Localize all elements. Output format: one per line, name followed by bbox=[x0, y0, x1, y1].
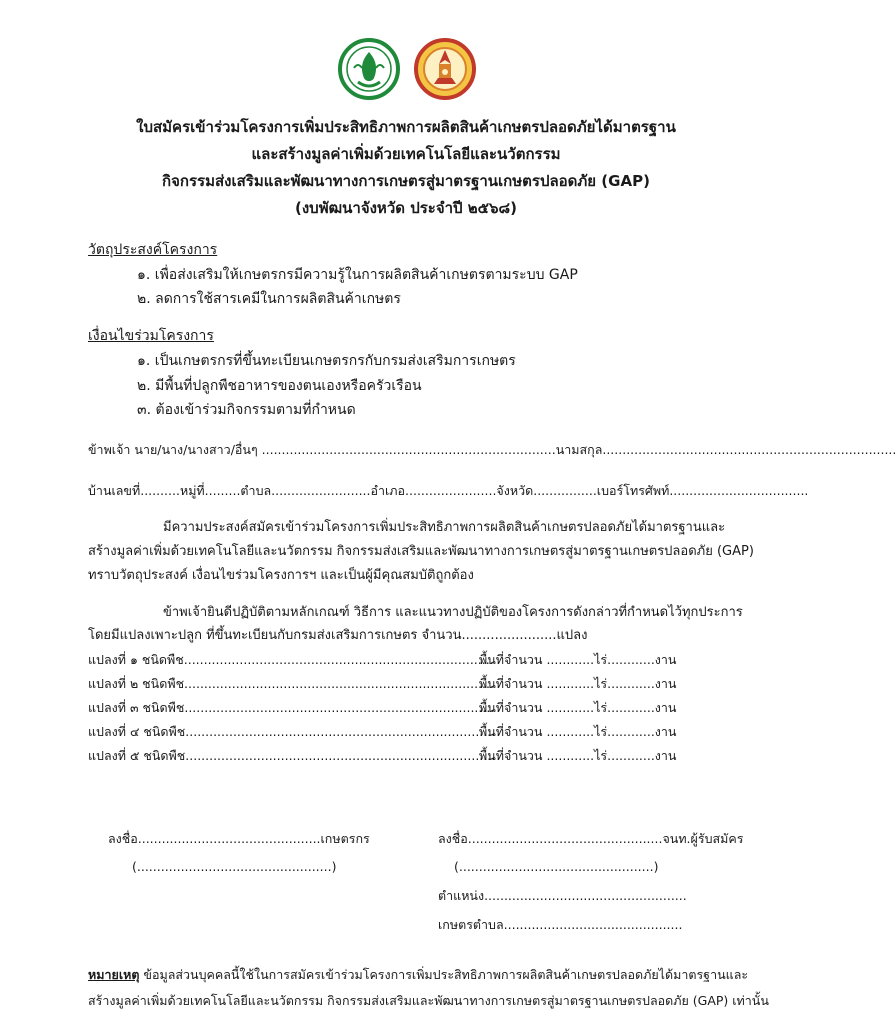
plot-4-area-field[interactable]: พื้นที่จำนวน ............ไร่............งาน bbox=[479, 724, 677, 739]
plot-2-area-field[interactable]: พื้นที่จำนวน ............ไร่............งาน bbox=[479, 676, 677, 691]
plot-3-crop-field[interactable]: แปลงที่ ๓ ชนิดพืช.............................................................................. bbox=[88, 700, 495, 715]
plot-3-area-field[interactable]: พื้นที่จำนวน ............ไร่............งาน bbox=[479, 700, 677, 715]
title-line-4: (งบพัฒนาจังหวัด ประจำปี ๒๕๖๘) bbox=[295, 199, 517, 217]
note-line-2: สร้างมูลค่าเพิ่มด้วยเทคโนโลยีและนวัตกรรม กิจกรรมส่งเสริมและพัฒนาทางการเกษตรสู่มาตรฐานเกษตรปลอดภัย (GAP) เท่านั้น bbox=[88, 993, 769, 1008]
plot-5-crop-field[interactable]: แปลงที่ ๕ ชนิดพืช.............................................................................. bbox=[88, 748, 496, 763]
plot-1-crop-field[interactable]: แปลงที่ ๑ ชนิดพืช.............................................................................. bbox=[88, 652, 494, 667]
title-line-1: ใบสมัครเข้าร่วมโครงการเพิ่มประสิทธิภาพการผลิตสินค้าเกษตรปลอดภัยได้มาตรฐาน bbox=[136, 118, 676, 136]
paragraph-1-line-1: มีความประสงค์สมัครเข้าร่วมโครงการเพิ่มประสิทธิภาพการผลิตสินค้าเกษตรปลอดภัยได้มาตรฐานและ bbox=[163, 520, 726, 535]
plot-1-area-field[interactable]: พื้นที่จำนวน ............ไร่............งาน bbox=[479, 652, 677, 667]
name-field-line[interactable]: ข้าพเจ้า นาย/นาง/นางสาว/อื่นๆ ..........................................................................นามสกุล.......................................................................... bbox=[88, 442, 896, 457]
note-line-1 bbox=[88, 966, 748, 984]
conditions-heading: เงื่อนไขร่วมโครงการ bbox=[88, 328, 214, 344]
plot-2-crop-field[interactable]: แปลงที่ ๒ ชนิดพืช.............................................................................. bbox=[88, 676, 494, 691]
objective-item-1: ๑. เพื่อส่งเสริมให้เกษตรกรมีความรู้ในการผลิตสินค้าเกษตรตามระบบ GAP bbox=[137, 267, 578, 283]
plot-count-line[interactable]: โดยมีแปลงเพาะปลูก ที่ขึ้นทะเบียนกับกรมส่งเสริมการเกษตร จำนวน.......................แปลง bbox=[88, 628, 588, 643]
condition-item-1: ๑. เป็นเกษตรกรที่ขึ้นทะเบียนเกษตรกรกับกรมส่งเสริมการเกษตร bbox=[137, 353, 516, 369]
address-field-line[interactable]: บ้านเลขที่..........หมู่ที่.........ตำบล.........................อำเภอ.......................จังหวัด................เบอร์โทรศัพท์................................... bbox=[88, 483, 809, 498]
note-text-1: ข้อมูลส่วนบุคคลนี้ใช้ในการสมัครเข้าร่วมโครงการเพิ่มประสิทธิภาพการผลิตสินค้าเกษตรปลอดภัยได้มาตรฐานและ bbox=[139, 967, 749, 982]
condition-item-3: ๓. ต้องเข้าร่วมกิจกรรมตามที่กำหนด bbox=[137, 402, 356, 418]
objective-item-2: ๒. ลดการใช้สารเคมีในการผลิตสินค้าเกษตร bbox=[137, 291, 401, 307]
paragraph-2-line-1: ข้าพเจ้ายินดีปฏิบัติตามหลักเกณฑ์ วิธีการ และแนวทางปฏิบัติของโครงการดังกล่าวที่กำหนดไว้ทุกประการ bbox=[163, 605, 743, 620]
paragraph-1-line-2: สร้างมูลค่าเพิ่มด้วยเทคโนโลยีและนวัตกรรม กิจกรรมส่งเสริมและพัฒนาทางการเกษตรสู่มาตรฐานเกษตรปลอดภัย (GAP) bbox=[88, 544, 754, 559]
paragraph-1-line-3: ทราบวัตถุประสงค์ เงื่อนไขร่วมโครงการฯ และเป็นผู้มีคุณสมบัติถูกต้อง bbox=[88, 568, 474, 583]
title-line-3: กิจกรรมส่งเสริมและพัฒนาทางการเกษตรสู่มาตรฐานเกษตรปลอดภัย (GAP) bbox=[162, 172, 650, 190]
note-label: หมายเหตุ bbox=[88, 967, 140, 982]
plot-4-crop-field[interactable]: แปลงที่ ๔ ชนิดพืช.............................................................................. bbox=[88, 724, 496, 739]
objectives-heading: วัตถุประสงค์โครงการ bbox=[88, 242, 218, 258]
doae-logo-icon bbox=[338, 38, 400, 100]
officer-signature-field[interactable]: ลงชื่อ.................................................จนท.ผู้รับสมัคร bbox=[438, 831, 744, 846]
plot-5-area-field[interactable]: พื้นที่จำนวน ............ไร่............งาน bbox=[479, 748, 677, 763]
officer-tambon-field[interactable]: เกษตรตำบล............................................. bbox=[438, 917, 683, 932]
officer-position-field[interactable]: ตำแหน่ง................................................... bbox=[438, 888, 687, 903]
title-line-2: และสร้างมูลค่าเพิ่มด้วยเทคโนโลยีและนวัตกรรม bbox=[251, 145, 561, 163]
farmer-signature-field[interactable]: ลงชื่อ..............................................เกษตรกร bbox=[108, 831, 370, 846]
farmer-name-field[interactable]: (.................................................) bbox=[132, 859, 337, 874]
officer-name-field[interactable]: (.................................................) bbox=[454, 859, 659, 874]
condition-item-2: ๒. มีพื้นที่ปลูกพืชอาหารของตนเองหรือครัวเรือน bbox=[137, 378, 422, 394]
province-seal-icon bbox=[414, 38, 476, 100]
